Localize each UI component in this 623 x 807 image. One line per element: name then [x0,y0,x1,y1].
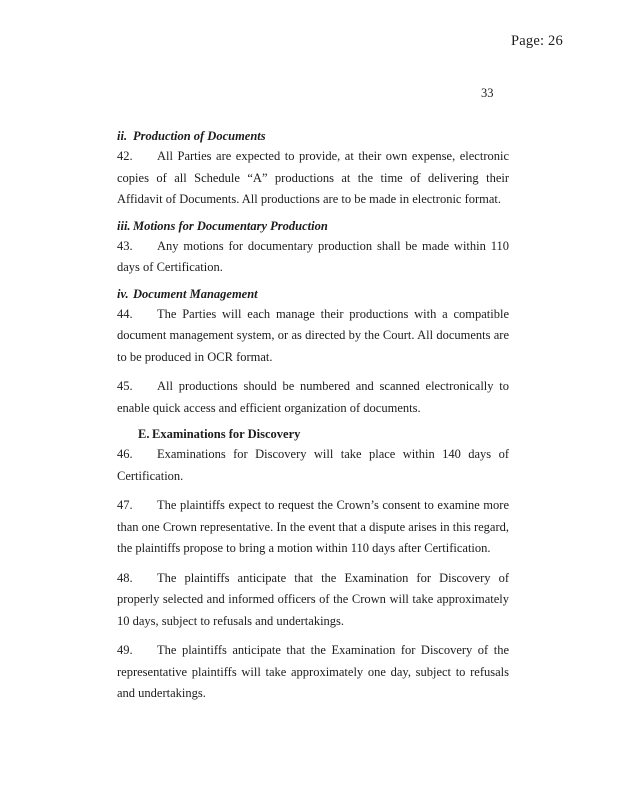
paragraph-43 [117,236,509,279]
subsection-heading-motions-for-documentary-production [117,219,509,234]
paragraph-46 [117,444,509,487]
section-label: E. [138,427,150,441]
paragraph-number: 48. [117,570,133,585]
section-heading-examinations-for-discovery [117,427,509,442]
subsection-title: Document Management [133,286,258,301]
paragraph-text: Any motions for documentary production shall be made within 110 days of Certification. [117,238,509,274]
document-body [117,129,509,713]
paragraph-text: All productions should be numbered and scanned electronically to enable quick access and efficient organization of documents. [117,379,509,415]
paragraph-text: The plaintiffs anticipate that the Examination for Discovery of properly selected and informed officers of the Crown will take approximately 10 days, subject to refusals and undertakings. [117,570,509,628]
paragraph-48 [117,568,509,633]
document-page-number: 33 [481,86,494,100]
paragraph-number: 43. [117,238,133,253]
paragraph-42 [117,146,509,211]
subsection-title: Motions for Documentary Production [133,218,328,233]
paragraph-49 [117,640,509,705]
paragraph-number: 46. [117,447,133,461]
paragraph-number: 45. [117,379,133,393]
subsection-label: ii. [117,129,128,143]
paragraph-number: 49. [117,643,133,657]
paragraph-number: 47. [117,498,133,512]
paragraph-text: The Parties will each manage their productions with a compatible document management system, or as directed by the Court. All documents are to be produced in OCR format. [117,306,509,364]
section-title: Examinations for Discovery [152,427,301,441]
subsection-label: iv. [117,286,129,301]
paragraph-number: 42. [117,149,133,163]
subsection-heading-production-of-documents [117,129,509,144]
paragraph-text: All Parties are expected to provide, at their own expense, electronic copies of all Schedule “A” productions at the time of delivering their Affidavit of Documents. All productions are to be made in electronic format. [117,149,509,206]
paragraph-44 [117,304,509,369]
paragraph-text: The plaintiffs anticipate that the Examination for Discovery of the representative plaintiffs will take approximately one day, subject to refusals and undertakings. [117,643,509,700]
paragraph-text: The plaintiffs expect to request the Crown’s consent to examine more than one Crown representative. In the event that a dispute arises in this regard, the plaintiffs propose to bring a motion within 110 days after Certification. [117,498,509,555]
paragraph-45 [117,376,509,419]
paragraph-47 [117,495,509,560]
paragraph-number: 44. [117,306,133,321]
subsection-label: iii. [117,218,131,233]
subsection-heading-document-management [117,287,509,302]
subsection-title: Production of Documents [133,129,266,143]
viewer-page-label: Page: 26 [511,33,563,49]
paragraph-text: Examinations for Discovery will take place within 140 days of Certification. [117,447,509,483]
